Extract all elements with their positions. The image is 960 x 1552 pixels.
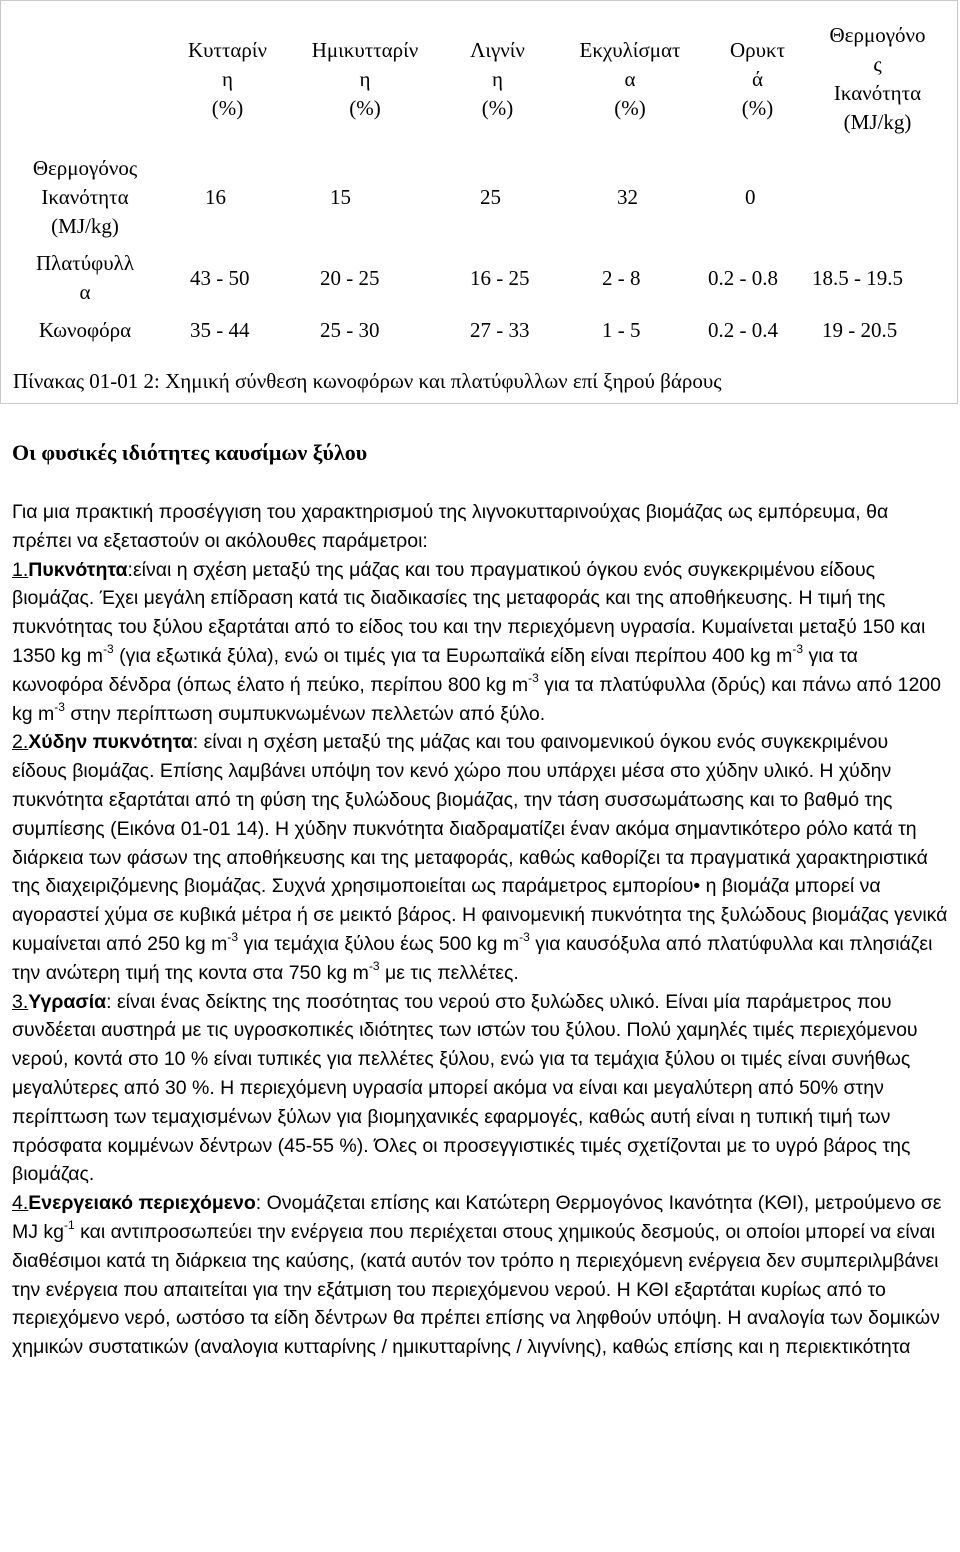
unit-exponent: -3: [368, 958, 380, 973]
section-title: Οι φυσικές ιδιότητες καυσίμων ξύλου: [12, 440, 368, 465]
body-text: [12, 498, 948, 1362]
parameter-list: [12, 556, 948, 1362]
header-line: Εκχυλίσματ: [579, 37, 681, 62]
header-line: Ορυκτ: [729, 37, 786, 62]
table-cell: 25: [480, 184, 501, 209]
parameter-item: [12, 1189, 948, 1362]
intro-paragraph: Για μια πρακτική προσέγγιση του χαρακτηρισμού της λιγνοκυτταρινούχας βιομάζας ως εμπόρευμα, θα πρέπει να εξεταστούν οι ακόλουθες παράμετροι:: [12, 501, 889, 552]
header-line: (MJ/kg): [843, 110, 912, 134]
header-line: ά: [751, 66, 763, 91]
table-cell: 20 - 25: [320, 265, 380, 290]
item-text: στην περίπτωση συμπυκνωμένων πελλετών από ξύλο.: [64, 702, 546, 725]
parameter-item: [12, 728, 948, 987]
table-cell: 35 - 44: [190, 317, 250, 342]
row-label-cell: [5, 245, 165, 311]
row-label-line: Θερμογόνος: [32, 155, 138, 180]
caption-prefix: Πίνακας 01-01 2: [13, 369, 155, 393]
header-line: η: [492, 66, 503, 91]
header-line: Ικανότητα: [833, 81, 922, 105]
item-text: για τεμάχια ξύλου έως 500 kg m: [238, 932, 520, 955]
row-label-cell: [5, 311, 165, 349]
table-cell: 27 - 33: [470, 317, 530, 342]
unit-exponent: -3: [227, 929, 239, 944]
item-text: για καυσόξυλα από πλατύφυλλα και πλησιάζει την ανώτερη τιμή της κοντα στα 750 kg m: [12, 932, 933, 984]
header-line: α: [624, 66, 636, 91]
item-number: 3.: [12, 990, 29, 1013]
header-line: (%): [481, 95, 514, 120]
unit-exponent: -3: [792, 641, 804, 656]
composition-table-frame: [0, 0, 958, 404]
table-cell: 16: [205, 184, 226, 209]
row-label-line: Κωνοφόρα: [38, 317, 132, 342]
table-caption: [13, 369, 722, 394]
table-row: [5, 149, 945, 245]
header-line: Λιγνίν: [470, 37, 525, 62]
table-corner-cell: [5, 9, 165, 149]
item-separator: :: [255, 1192, 267, 1215]
unit-exponent: -1: [64, 1217, 75, 1232]
item-term: Χύδην πυκνότητα: [28, 731, 193, 754]
item-text: και αντιπροσωπεύει την ενέργεια που περιέχεται στους χημικούς δεσμούς, οι οποίοι μπορεί να είναι διαθέσιμοι κατά τη διάρκεια της καύσης, (κατά αυτόν τον τρόπο η περιεχόμενη ενέργεια δεν συμπεριλμβάνει την ενέργεια που απαιτείται για την εξάτμιση του περιεχόμενου νερού. Η ΚΘΙ εξαρτάται κυρίως από το περιεχόμενο νερό, ωστόσο τα είδη δέντρων θα πρέπει επίσης να ληφθούν υπόψη. Η αναλογία των δομικών χημικών συστατικών (αναλογια κυτταρίνης / ημικυτταρίνης / λιγνίνης), καθώς επίσης και η περιεκτικότητα: [12, 1220, 940, 1359]
parameter-item: [12, 556, 948, 729]
item-separator: :: [106, 990, 117, 1013]
header-line: η: [222, 66, 233, 91]
row-label-line: α: [79, 280, 91, 304]
row-label-line: Πλατύφυλλ: [35, 251, 135, 275]
composition-table: [5, 9, 945, 349]
table-cell: 32: [617, 184, 638, 209]
item-number: 2.: [12, 731, 29, 754]
item-separator: :: [127, 558, 133, 581]
header-line: ς: [873, 52, 882, 76]
table-cell: 43 - 50: [190, 265, 250, 290]
item-text: Ονομάζεται επίσης και Κατώτερη Θερμογόνος Ικανότητα (ΚΘΙ), μετρούμενο σε MJ kg: [12, 1192, 942, 1243]
row-label-cell: [5, 149, 165, 245]
caption-text: : Χημική σύνθεση κωνοφόρων και πλατύφυλλων επί ξηρού βάρους: [154, 369, 722, 393]
item-term: Πυκνότητα: [28, 558, 128, 581]
table-header-cell: [555, 9, 705, 149]
unit-exponent: -3: [528, 670, 539, 685]
item-text: είναι η σχέση μεταξύ της μάζας και του φαινομενικού όγκου ενός συγκεκριμένου είδους βιομάζας. Επίσης λαμβάνει υπόψη τον κενό χώρο που υπάρχει μέσα στο χύδην υλικό. Η χύδην πυκνότητα εξαρτάται από τη φύση της ξυλώδους βιομάζας, την τάση συσσωμάτωσης και το βαθμό της συμπίεσης (Εικόνα 01-01 14). Η χύδην πυκνότητα διαδραματίζει έναν ακόμα σημαντικότερο ρόλο κατά τη διάρκεια των φάσων της αποθήκευσης και της μεταφοράς, καθώς καθορίζει τα πραγματικά χαρακτηριστικά της διαχειριζόμενης βιομάζας. Συχνά χρησιμοποιείται ως παράμετρος εμπορίου• η βιομάζα μπορεί να αγοραστεί χύμα σε κυβικά μέτρα ή σε μεικτό βάρος. Η φαινομενική πυκνότητα της ξυλώδους βιομάζας γενικά κυμαίνεται από 250 kg m: [12, 731, 948, 955]
header-line: Θερμογόνο: [829, 23, 926, 47]
table-cell: 19 - 20.5: [822, 317, 898, 342]
table-header-cell: [290, 9, 440, 149]
header-line: Κυτταρίν: [187, 37, 268, 62]
item-text: είναι η σχέση μεταξύ της μάζας και του πραγματικού όγκου ενός συγκεκριμένου είδους βιομάζας. Έχει μεγάλη επίδραση κατά τις διαδικασίες της μεταφοράς και της αποθήκευσης. Η τιμή της πυκνότητας του ξύλου εξαρτάται από το είδος του και την περιεχόμενη υγρασία. Κυμαίνεται μεταξύ 150 και 1350 kg m: [12, 558, 926, 667]
table-cell: 16 - 25: [470, 265, 530, 290]
table-cell: 18.5 - 19.5: [812, 265, 903, 290]
header-line: (%): [614, 95, 646, 120]
item-text: για τα πλατύφυλλα (δρύς) και πάνω από 1200 kg m: [12, 673, 941, 725]
item-text: για τα κωνοφόρα δένδρα (όπως έλατο ή πεύκο, περίπου 800 kg m: [12, 644, 858, 696]
table-cell: [810, 149, 945, 245]
table-header-cell: [705, 9, 810, 149]
table-header-cell: [810, 9, 945, 149]
unit-exponent: -3: [54, 699, 65, 714]
item-text: είναι ένας δείκτης της ποσότητας του νερού στο ξυλώδες υλικό. Είναι μία παράμετρος που συνδέεται αυστηρά με τις υγροσκοπικές ιδιότητες των ιστών του ξύλου. Πολύ χαμηλές τιμές περιεχόμενου νερού, κοντά στο 10 % είναι τυπικές για πελλέτες ξύλου, ενώ για τα τεμάχια ξύλου οι τιμές είναι συνήθως μεγαλύτερες από 30 %. Η περιεχόμενη υγρασία μπορεί ακόμα να είναι και μεγαλύτερη από 50% στην περίπτωση των τεμαχισμένων ξύλων για βιομηχανικές εφαρμογές, καθώς αυτή είναι η τυπική τιμή των πρόσφατα κομμένων δέντρων (45-55 %). Όλες οι προσεγγιστικές τιμές σχετίζονται με το υγρό βάρος της βιομάζας.: [12, 990, 918, 1186]
table-cell: 0: [745, 184, 756, 209]
header-line: (%): [211, 95, 244, 120]
item-term: Υγρασία: [28, 990, 107, 1013]
table-row: [5, 245, 945, 311]
table-cell: 1 - 5: [602, 317, 641, 342]
header-line: (%): [741, 95, 774, 120]
table-cell: 15: [330, 184, 351, 209]
table-cell: 25 - 30: [320, 317, 380, 342]
item-number: 4.: [12, 1192, 29, 1215]
table-header-row: [5, 9, 945, 149]
table-cell: 0.2 - 0.8: [708, 265, 778, 290]
item-number: 1.: [12, 558, 29, 581]
table-row: [5, 311, 945, 349]
item-term: Ενεργειακό περιεχόμενο: [28, 1192, 256, 1215]
item-text: (για εξωτικά ξύλα), ενώ οι τιμές για τα Ευρωπαϊκά είδη είναι περίπου 400 kg m: [113, 644, 793, 667]
table-header-cell: [440, 9, 555, 149]
item-text: με τις πελλέτες.: [379, 961, 519, 984]
unit-exponent: -3: [103, 641, 114, 656]
row-label-line: Ικανότητα: [41, 184, 129, 209]
table-cell: 2 - 8: [602, 265, 641, 290]
unit-exponent: -3: [519, 929, 530, 944]
header-line: Ημικυτταρίν: [311, 37, 419, 62]
item-separator: :: [192, 731, 204, 754]
header-line: η: [359, 66, 371, 91]
table-cell: 0.2 - 0.4: [708, 317, 778, 342]
table-header-cell: [165, 9, 290, 149]
parameter-item: [12, 988, 948, 1190]
header-line: (%): [349, 95, 381, 120]
row-label-line: (MJ/kg): [51, 213, 119, 238]
